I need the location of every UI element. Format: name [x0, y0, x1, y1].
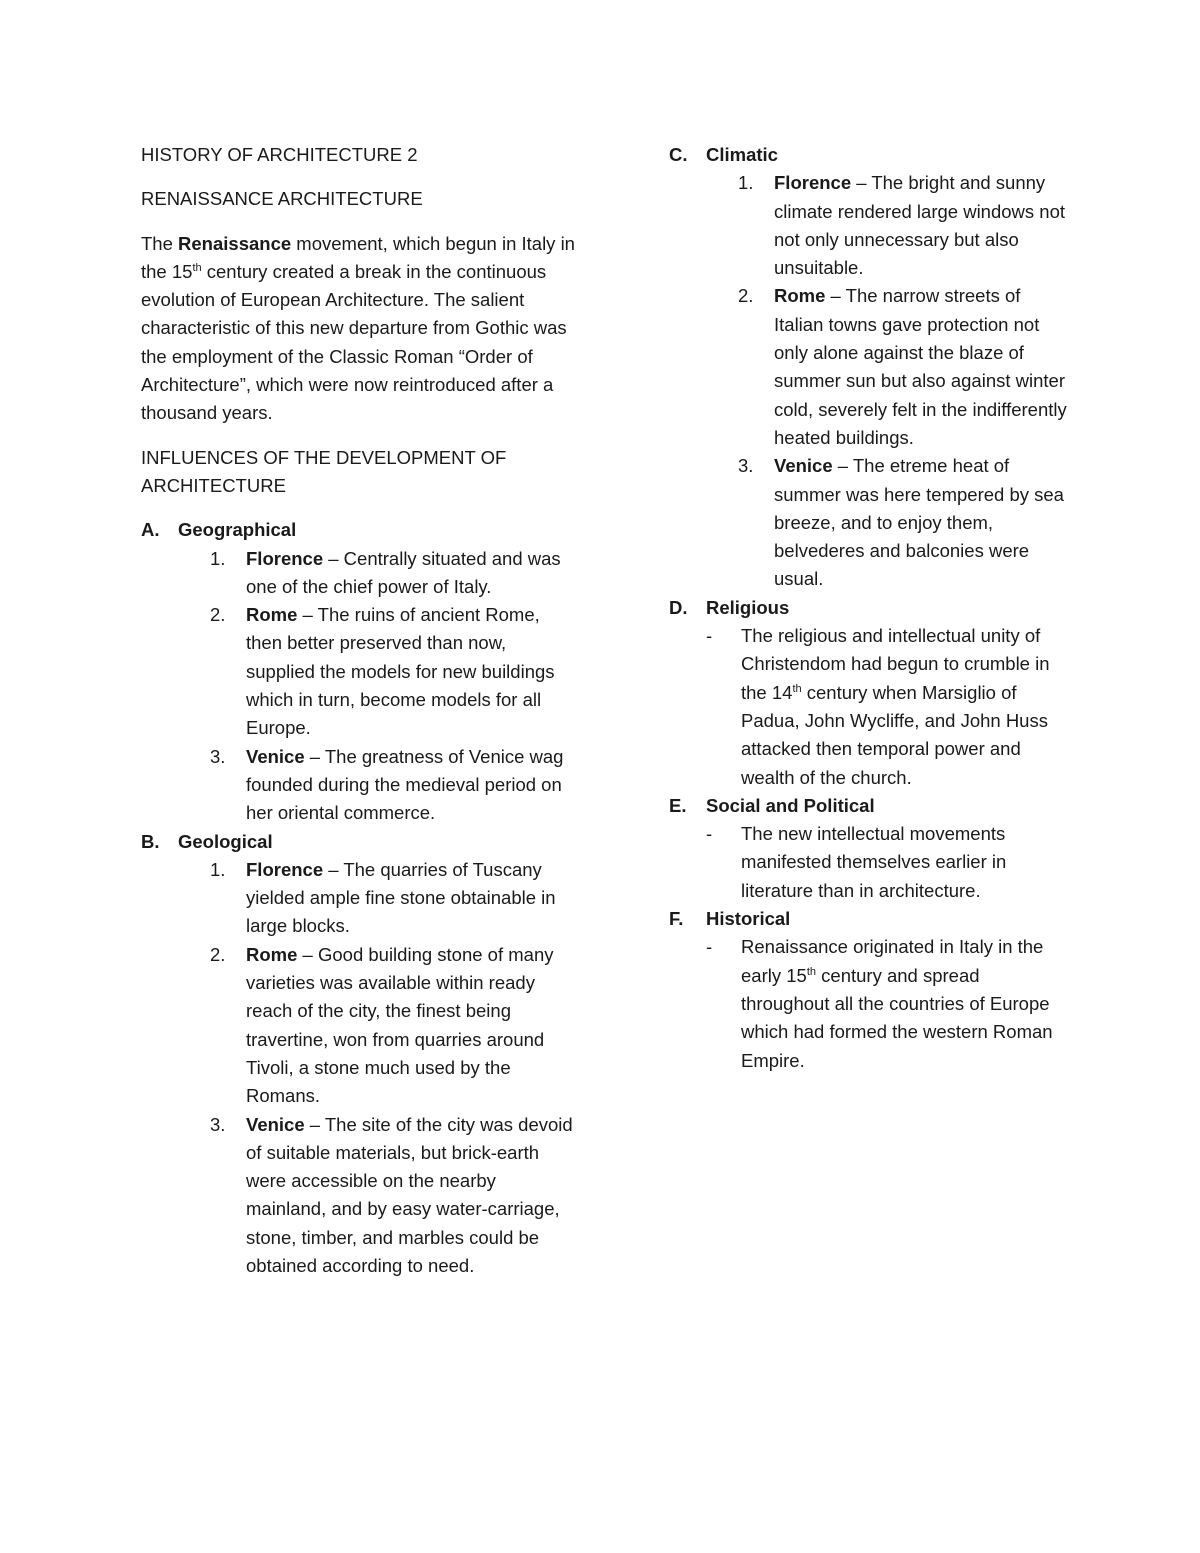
section-geological — [141, 828, 576, 1281]
list-item: 2. Rome – The ruins of ancient Rome, then better preserved than now, supplied the models for new buildings which in turn, become models for all Europe. — [210, 604, 555, 739]
section-title: D. Religious — [669, 596, 790, 618]
section-title: B. Geological — [141, 830, 273, 852]
section-historical — [669, 905, 1069, 1075]
list-item: 3. Venice – The greatness of Venice wag founded during the medieval period on her oriental commerce. — [210, 745, 564, 824]
section-social-political — [669, 792, 1069, 905]
list-item: 2. Rome – The narrow streets of Italian towns gave protection not only alone against the blaze of summer sun but also against winter cold, severely felt in the indifferently heated buildings. — [738, 285, 1067, 448]
list-item: 3. Venice – The etreme heat of summer was here tempered by sea breeze, and to enjoy them, belvederes and balconies were usual. — [738, 455, 1064, 590]
right-column — [669, 141, 1069, 1075]
list-item: 1. Florence – The quarries of Tuscany yielded ample fine stone obtainable in large blocks. — [210, 858, 556, 937]
list-item: - Renaissance originated in Italy in the early 15th century and spread throughout all the countries of Europe which had formed the western Roman Empire. — [706, 936, 1053, 1071]
intro-paragraph: The Renaissance movement, which begun in Italy in the 15th century created a break in the continuous evolution of European Architecture. The salient characteristic of this new departure from Gothic was the employment of the Classic Roman “Order of Architecture”, which were now reintroduced after a thousand years. — [141, 232, 575, 424]
influences-heading: INFLUENCES OF THE DEVELOPMENT OF ARCHITECTURE — [141, 446, 507, 496]
list-item: - The religious and intellectual unity of Christendom had begun to crumble in the 14th century when Marsiglio of Padua, John Wycliffe, and John Huss attacked then temporal power and wealth of the church. — [706, 625, 1050, 788]
section-geographical — [141, 516, 576, 827]
document-subtitle: RENAISSANCE ARCHITECTURE — [141, 188, 423, 210]
left-column — [141, 141, 576, 1280]
list-item: 3. Venice – The site of the city was devoid of suitable materials, but brick-earth were accessible on the nearby mainland, and by easy water-carriage, stone, timber, and marbles could be obtained according to need. — [210, 1113, 573, 1276]
section-religious — [669, 594, 1069, 792]
section-title: E. Social and Political — [669, 794, 875, 816]
document-title: HISTORY OF ARCHITECTURE 2 — [141, 144, 418, 165]
section-climatic — [669, 141, 1069, 594]
list-item: 2. Rome – Good building stone of many varieties was available within ready reach of the city, the finest being travertine, won from quarries around Tivoli, a stone much used by the Romans. — [210, 943, 554, 1107]
section-title: C. Climatic — [669, 144, 778, 165]
section-title: F. Historical — [669, 908, 791, 930]
section-title: A. Geographical — [141, 519, 297, 541]
list-item: 1. Florence – Centrally situated and was one of the chief power of Italy. — [210, 547, 561, 597]
list-item: 1. Florence – The bright and sunny climate rendered large windows not not only unnecessary but also unsuitable. — [738, 172, 1066, 279]
list-item: - The new intellectual movements manifested themselves earlier in literature than in architecture. — [706, 823, 1007, 901]
